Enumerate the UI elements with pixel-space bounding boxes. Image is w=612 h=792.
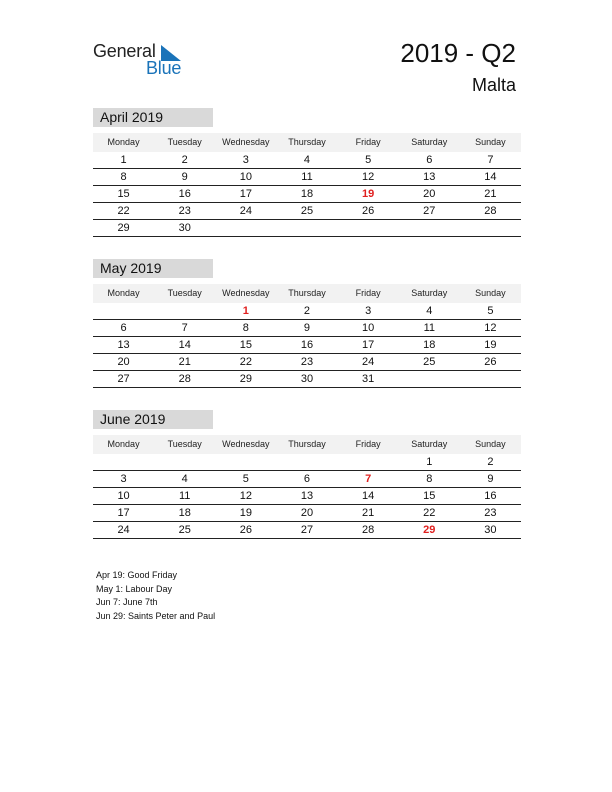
day-cell: 21	[178, 356, 191, 368]
day-cell: 25	[178, 524, 191, 536]
country-name: Malta	[471, 75, 516, 95]
day-cell: 9	[303, 322, 311, 334]
holiday-note: May 1: Labour Day	[96, 583, 173, 594]
weekday-label: Tuesday	[167, 288, 202, 298]
day-cell: 24	[362, 356, 375, 368]
weekday-label: Thursday	[288, 137, 326, 147]
week-row	[93, 522, 521, 539]
week-row	[93, 371, 521, 388]
day-cell: 23	[484, 507, 497, 519]
day-cell: 6	[426, 154, 433, 166]
day-cell: 25	[423, 356, 436, 368]
weekday-label: Tuesday	[167, 439, 202, 449]
day-cell: 2	[181, 154, 188, 166]
day-cell: 15	[423, 490, 436, 502]
day-cell: 25	[300, 205, 314, 217]
day-cell	[93, 303, 154, 319]
day-cell: 2	[487, 456, 494, 468]
day-cell: 12	[484, 322, 497, 334]
month-april	[93, 108, 521, 237]
logo-text-blue: Blue	[146, 58, 182, 78]
day-cell: 17	[362, 339, 375, 351]
day-cell: 29	[117, 222, 130, 234]
weekday-header-row	[93, 133, 521, 152]
day-cell: 14	[178, 339, 191, 351]
week-row	[93, 303, 521, 320]
day-cell: 22	[117, 205, 130, 217]
day-cell: 19	[239, 507, 252, 519]
day-cell: 4	[426, 305, 433, 317]
day-cell: 21	[362, 507, 375, 519]
weekday-header-row	[93, 435, 521, 454]
day-cell	[276, 220, 337, 236]
day-cell: 20	[300, 507, 314, 519]
week-row	[93, 169, 521, 186]
day-cell: 11	[179, 490, 191, 502]
week-row	[93, 505, 521, 522]
day-cell: 13	[300, 490, 314, 502]
day-cell: 27	[117, 373, 130, 385]
day-cell: 14	[484, 171, 497, 183]
week-row	[93, 152, 521, 169]
day-cell	[399, 220, 460, 236]
weekday-label: Friday	[355, 137, 381, 147]
day-cell: 28	[178, 373, 191, 385]
week-row	[93, 203, 521, 220]
day-cell	[338, 220, 399, 236]
weekday-label: Sunday	[475, 439, 506, 449]
day-cell: 4	[303, 154, 311, 166]
weekday-label: Monday	[107, 439, 140, 449]
day-cell: 11	[423, 322, 435, 334]
weekday-label: Thursday	[288, 288, 326, 298]
day-cell: 9	[487, 473, 494, 485]
day-cell: 20	[423, 188, 436, 200]
day-cell: 3	[242, 154, 249, 166]
day-cell: 12	[239, 490, 252, 502]
day-cell: 28	[484, 205, 497, 217]
day-cell: 26	[484, 356, 497, 368]
week-row	[93, 337, 521, 354]
day-cell	[215, 454, 276, 470]
day-cell: 12	[362, 171, 375, 183]
day-cell: 10	[362, 322, 375, 334]
brand-logo	[93, 41, 193, 81]
day-cell	[460, 220, 521, 236]
day-cell: 23	[178, 205, 191, 217]
month-june	[93, 410, 521, 539]
holiday-day-cell: 19	[362, 188, 375, 200]
holiday-note: Jun 29: Saints Peter and Paul	[96, 610, 216, 621]
holiday-notes	[96, 569, 215, 623]
day-cell: 8	[120, 171, 127, 183]
week-row	[93, 220, 521, 237]
weekday-header-row	[93, 284, 521, 303]
day-cell: 17	[117, 507, 130, 519]
day-cell: 5	[242, 473, 249, 485]
day-cell: 10	[117, 490, 130, 502]
holiday-day-cell: 7	[365, 473, 372, 485]
page-title: 2019 - Q2	[400, 38, 516, 68]
day-cell: 7	[181, 322, 188, 334]
day-cell: 28	[362, 524, 375, 536]
day-cell: 16	[484, 490, 497, 502]
day-cell	[338, 454, 399, 470]
day-cell: 8	[426, 473, 433, 485]
day-cell: 7	[487, 154, 494, 166]
day-cell: 22	[239, 356, 252, 368]
day-cell: 16	[300, 339, 314, 351]
logo-text-general: General	[93, 41, 156, 61]
weekday-label: Wednesday	[222, 288, 270, 298]
day-cell: 3	[365, 305, 372, 317]
day-cell: 13	[117, 339, 130, 351]
day-cell: 10	[239, 171, 252, 183]
day-cell: 9	[181, 171, 188, 183]
weekday-label: Wednesday	[222, 137, 270, 147]
day-cell: 24	[117, 524, 130, 536]
day-cell: 11	[301, 171, 313, 183]
weekday-label: Sunday	[475, 137, 506, 147]
day-cell: 1	[426, 456, 433, 468]
weekday-label: Monday	[107, 288, 140, 298]
month-title: June 2019	[93, 410, 213, 429]
month-title: May 2019	[93, 259, 213, 278]
day-cell	[399, 371, 460, 387]
weekday-label: Thursday	[288, 439, 326, 449]
day-cell: 27	[300, 524, 314, 536]
week-row	[93, 354, 521, 371]
day-cell: 13	[423, 171, 436, 183]
weekday-label: Saturday	[411, 137, 448, 147]
weekday-label: Saturday	[411, 288, 448, 298]
day-cell: 27	[423, 205, 436, 217]
month-title: April 2019	[93, 108, 213, 127]
day-cell: 30	[178, 222, 191, 234]
holiday-note: Jun 7: June 7th	[96, 597, 158, 607]
day-cell	[154, 454, 215, 470]
month-may	[93, 259, 521, 388]
day-cell: 18	[423, 339, 436, 351]
weekday-label: Saturday	[411, 439, 448, 449]
weekday-label: Friday	[355, 288, 381, 298]
day-cell: 14	[362, 490, 375, 502]
holiday-day-cell: 29	[423, 524, 436, 536]
day-cell	[215, 220, 276, 236]
day-cell: 20	[117, 356, 130, 368]
day-cell	[154, 303, 215, 319]
day-cell: 16	[178, 188, 191, 200]
day-cell: 5	[487, 305, 494, 317]
holiday-day-cell: 1	[242, 305, 249, 317]
day-cell: 6	[120, 322, 127, 334]
day-cell: 15	[117, 188, 130, 200]
day-cell: 8	[242, 322, 249, 334]
day-cell: 19	[484, 339, 497, 351]
day-cell: 1	[120, 154, 127, 166]
day-cell: 24	[239, 205, 252, 217]
day-cell: 23	[300, 356, 314, 368]
weekday-label: Sunday	[475, 288, 506, 298]
day-cell: 2	[303, 305, 311, 317]
day-cell: 5	[365, 154, 372, 166]
day-cell: 15	[239, 339, 252, 351]
day-cell: 26	[239, 524, 252, 536]
week-row	[93, 320, 521, 337]
day-cell: 3	[120, 473, 127, 485]
weekday-label: Monday	[107, 137, 140, 147]
day-cell: 29	[239, 373, 252, 385]
day-cell: 30	[300, 373, 314, 385]
weekday-label: Friday	[355, 439, 381, 449]
week-row	[93, 186, 521, 203]
week-row	[93, 454, 521, 471]
day-cell: 22	[423, 507, 436, 519]
day-cell: 18	[300, 188, 314, 200]
day-cell: 18	[178, 507, 191, 519]
day-cell: 31	[362, 373, 375, 385]
day-cell	[276, 454, 337, 470]
day-cell	[93, 454, 154, 470]
holiday-note: Apr 19: Good Friday	[96, 570, 178, 580]
week-row	[93, 471, 521, 488]
day-cell: 30	[484, 524, 497, 536]
day-cell: 6	[303, 473, 311, 485]
day-cell: 21	[484, 188, 497, 200]
day-cell	[460, 371, 521, 387]
day-cell: 26	[362, 205, 375, 217]
week-row	[93, 488, 521, 505]
weekday-label: Tuesday	[167, 137, 202, 147]
day-cell: 17	[239, 188, 252, 200]
weekday-label: Wednesday	[222, 439, 270, 449]
day-cell: 4	[181, 473, 188, 485]
